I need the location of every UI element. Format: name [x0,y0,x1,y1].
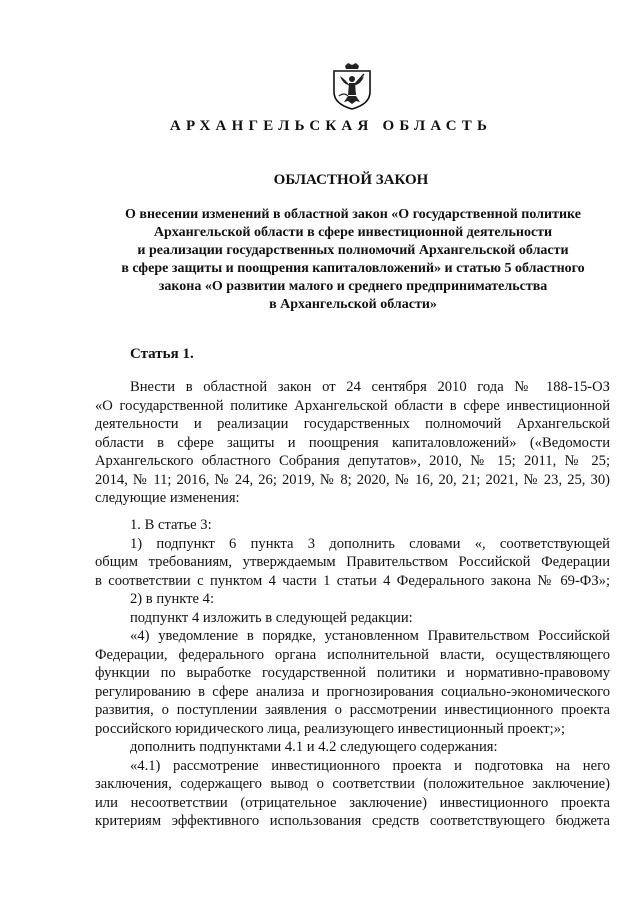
article-intro-paragraph [95,378,610,508]
text-line: заключения, содержащего вывод о соответствии (положительное заключение) [95,776,610,792]
text-line: или несоответствии (отрицательное заключение) инвестиционного проекта [95,794,610,811]
text-line: Архангельского областного Собрания депутатов», 2010, № 15; 2011, № 25; [95,453,610,469]
coat-of-arms-icon [326,62,378,110]
title-line: в Архангельской области» [269,297,437,312]
article-changes [95,516,610,831]
title-line: и реализации государственных полномочий Архангельской области [137,243,569,258]
title-line: закона «О развитии малого и среднего предпринимательства [158,279,548,294]
title-line: О внесении изменений в областной закон «О государственной политике [125,207,581,222]
article-heading: Статья 1. [130,346,194,362]
text-line: в соответствии с пунктом 4 части 1 статьи 4 Федерального закона № 69-ФЗ»; [95,572,610,589]
text-line: Федерации, федерального органа исполнительной власти, осуществляющего [95,646,610,663]
text-line: критериям эффективного использования средств соответствующего бюджета [95,813,610,829]
region-name: АРХАНГЕЛЬСКАЯ ОБЛАСТЬ [169,118,493,134]
text-line: «О государственной политике Архангельской области в сфере инвестиционной [95,397,610,414]
document-type: ОБЛАСТНОЙ ЗАКОН [273,172,429,188]
text-line: подпункт 4 изложить в следующей редакции: [130,609,413,626]
text-line: «4.1) рассмотрение инвестиционного проекта и подготовка на него [130,757,610,774]
text-line: деятельности и реализации государственных полномочий Архангельской [95,416,610,432]
title-line: Архангельской области в сфере инвестиционной деятельности [153,225,553,240]
text-line: 1. В статье 3: [130,517,212,533]
text-line: области в сфере защиты и поощрения капиталовложений» («Ведомости [95,434,610,451]
law-title [96,206,610,314]
text-line: российского юридического лица, реализующего инвестиционный проект;»; [95,720,566,737]
text-line: 2014, № 11; 2016, № 24, 26; 2019, № 8; 2020, № 16, 20, 21; 2021, № 23, 25, 30) [95,471,610,488]
text-line: функции по выработке государственной политики и нормативно-правовому [95,665,610,681]
text-line: следующие изменения: [95,490,240,506]
title-line: в сфере защиты и поощрения капиталовложений» и статью 5 областного [121,261,585,276]
text-line: 1) подпункт 6 пункта 3 дополнить словами «, соответствующей [130,535,610,552]
text-line: общим требованиям, утверждаемым Правительством Российской Федерации [95,554,610,570]
text-line: дополнить подпунктами 4.1 и 4.2 следующего содержания: [130,739,498,755]
text-line: 2) в пункте 4: [130,591,215,607]
text-line: развития, о поступлении заявления о рассмотрении инвестиционного проекта [95,702,610,718]
text-line: регулированию в сфере анализа и прогнозирования социально-экономического [95,683,610,700]
text-line: «4) уведомление в порядке, установленном Правительством Российской [130,628,610,644]
text-line: Внести в областной закон от 24 сентября 2010 года № 188-15-ОЗ [130,379,610,395]
